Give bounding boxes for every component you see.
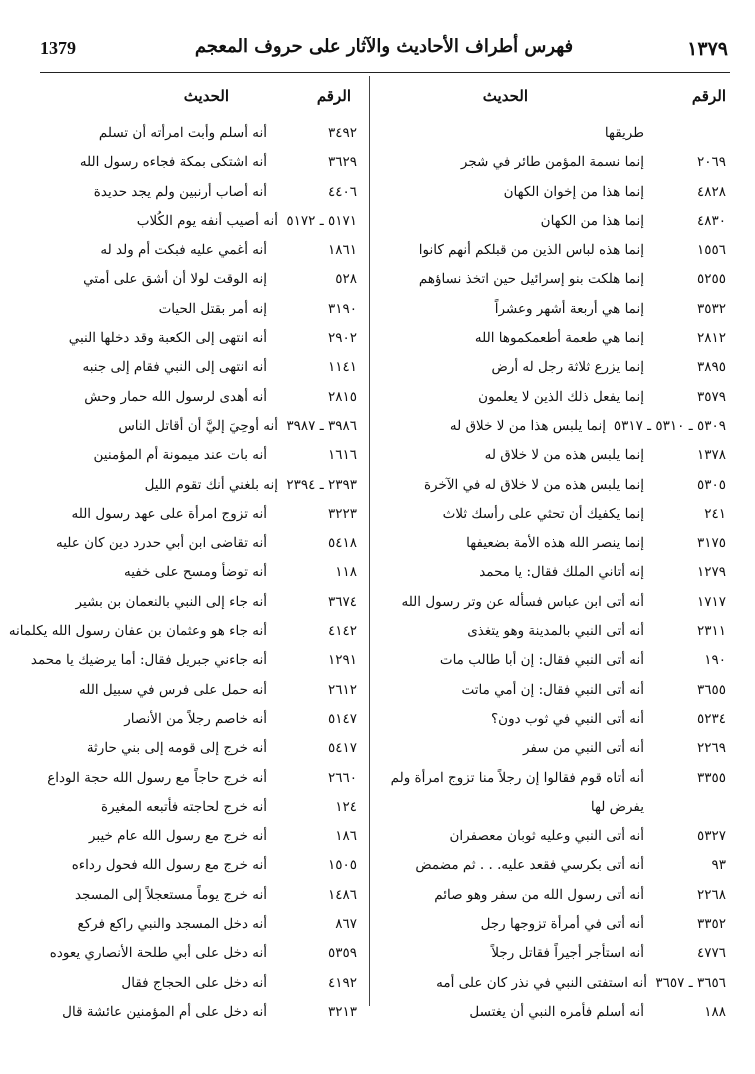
index-entry [375, 238, 728, 267]
index-entry [40, 502, 365, 531]
hadith-number: ٢٠٦٩ [696, 154, 726, 171]
hadith-text: أنه أسلم وأبت امرأته أن تسلم [98, 125, 267, 141]
index-entry [375, 209, 728, 238]
hadith-number: ٤٨٣٠ [696, 212, 726, 229]
index-entry [40, 326, 365, 355]
hadith-text: أنه أتى النبي فقال: إن أبا طالب مات [439, 652, 644, 669]
hadith-number: ٤١٩٢ [327, 974, 357, 991]
hadith-number: ١٢٧٩ [696, 564, 726, 581]
hadith-number: ٥٢٣٤ [696, 710, 726, 727]
index-entry [40, 941, 365, 970]
hadith-text: إنه أمر بقتل الحيات [158, 300, 267, 317]
hadith-number: ١٢٤ [335, 798, 357, 815]
hadith-number: ٥٢٥٥ [696, 271, 726, 288]
hadith-number: ٨٦٧ [335, 916, 357, 933]
page-number-arabic: ١٣٧٩ [687, 38, 728, 60]
index-entry [375, 414, 728, 443]
hadith-text: أنه أتى في أمرأة تزوجها رجل [480, 916, 644, 933]
hadith-text: أنه أغمي عليه فبكت أم ولد له [100, 242, 267, 259]
index-entry [375, 824, 728, 853]
index-entry [375, 473, 728, 502]
hadith-text: أنه دخل على الحجاج فقال [121, 974, 267, 991]
hadith-number: ٣٦٢٩ [327, 154, 357, 171]
hadith-text: أنه جاء هو وعثمان بن عفان رسول الله يكلمانه [8, 623, 267, 640]
hadith-text: أنه أتى بكرسي فقعد عليه. . . ثم مضمض [415, 857, 644, 874]
hadith-number: ٣٥٣٢ [696, 300, 726, 317]
hadith-text: إنما هذا من إخوان الكهان [503, 183, 644, 200]
number-heading: الرقم [316, 87, 351, 105]
hadith-number: ١٨٦١ [327, 242, 357, 259]
hadith-number: ٥٢٨ [335, 271, 357, 288]
hadith-number: ٣٢١٣ [327, 1003, 357, 1020]
hadith-text: أنه أتى رسول الله من سفر وهو صائم [434, 886, 644, 903]
index-entry [375, 707, 728, 736]
hadith-text: أنه استأجر أجيراً فقاتل رجلاً [491, 945, 644, 962]
hadith-text: أنه أسلم فأمره النبي أن يغتسل [469, 1003, 644, 1020]
index-entry [40, 766, 365, 795]
hadith-number: ١٣٧٨ [696, 447, 726, 464]
hadith-number: ٢٣١١ [696, 623, 726, 640]
hadith-text: أنه انتهى إلى النبي فقام إلى جنبه [82, 359, 267, 376]
index-entry [375, 766, 728, 795]
index-entry [375, 853, 728, 882]
index-entry [40, 297, 365, 326]
index-entry [8, 619, 365, 648]
hadith-text: أنه اشتكى بمكة فجاءه رسول الله [79, 154, 267, 171]
hadith-number: ١٥٥٦ [696, 242, 726, 259]
hadith-number: ٥٣٠٥ [696, 476, 726, 493]
hadith-text: أنه أتاه قوم فقالوا إن رجلاً منا تزوج امرأة ولم [390, 769, 644, 786]
hadith-text: أنه خاصم رجلاً من الأنصار [124, 710, 267, 727]
hadith-text: إنه الوقت لولا أن أشق على أمتي [83, 271, 267, 288]
index-entry [375, 267, 728, 296]
index-entry [375, 912, 728, 941]
index-entry [40, 1000, 365, 1029]
index-entry [375, 355, 728, 384]
index-entry [40, 180, 365, 209]
index-entry [40, 238, 365, 267]
hadith-number: ٥٣٢٧ [696, 828, 726, 845]
hadith-text: أنه أتى النبي من سفر [522, 740, 644, 757]
hadith-text: أنه بات عند ميمونة أم المؤمنين [93, 447, 267, 464]
hadith-text: أنه خرج لحاجته فأتبعه المغيرة [101, 798, 267, 815]
hadith-number: ٤١٤٢ [327, 623, 357, 640]
hadith-text: إنه أتاني الملك فقال: يا محمد [479, 564, 644, 581]
hadith-number: ١٥٠٥ [327, 857, 357, 874]
hadith-text: إنما هي طعمة أطعمكموها الله [474, 330, 644, 347]
index-rows [375, 121, 728, 1029]
hadith-text: أنه توضأ ومسح على خفيه [124, 564, 267, 581]
hadith-number: ٣٦٥٦ ـ ٣٦٥٧ [655, 974, 726, 991]
index-entry [375, 180, 728, 209]
hadith-text: إنه بلغني أنك تقوم الليل [144, 476, 278, 493]
hadith-text: أنه أهدى لرسول الله حمار وحش [84, 388, 267, 405]
index-entry [375, 385, 728, 414]
page-number-latin: 1379 [40, 38, 76, 58]
hadith-number: ٣٨٩٥ [696, 359, 726, 376]
index-entry [375, 502, 728, 531]
hadith-number: ٣٢٢٣ [327, 505, 357, 522]
hadith-number: ٤٧٧٦ [696, 945, 726, 962]
hadith-text: أنه دخل المسجد والنبي راكع فركع [77, 916, 267, 933]
hadith-number: ٢٢٦٩ [696, 740, 726, 757]
number-heading: الرقم [691, 87, 726, 105]
index-entry [40, 883, 365, 912]
index-entry [40, 531, 365, 560]
index-entry [40, 443, 365, 472]
index-entry [375, 590, 728, 619]
hadith-number: ١٩٠ [704, 652, 726, 669]
hadith-number: ٢٤١ [704, 505, 726, 522]
hadith-text: إنما هذا من الكهان [540, 212, 644, 229]
index-entry [375, 1000, 728, 1029]
hadith-text: أنه خرج مع رسول الله عام خيبر [88, 828, 267, 845]
index-entry [40, 590, 365, 619]
index-entry [40, 736, 365, 765]
index-entry [375, 297, 728, 326]
hadith-number: ٥٣٥٩ [327, 945, 357, 962]
hadith-number: ٣١٧٥ [696, 535, 726, 552]
hadith-text: أنه أتى النبي في ثوب دون؟ [491, 710, 644, 727]
hadith-text: إنما نسمة المؤمن طائر في شجر [460, 154, 644, 171]
index-entry [40, 912, 365, 941]
hadith-text: أنه خرج حاجاً مع رسول الله حجة الوداع [47, 769, 267, 786]
hadith-text: أنه أتى النبي فقال: إن أمي ماتت [461, 681, 644, 698]
hadith-heading: الحديث [183, 87, 229, 105]
index-entry [375, 443, 728, 472]
hadith-number: ٢٢٦٨ [696, 886, 726, 903]
hadith-text: أنه أصيب أنفه يوم الكُلاب [136, 212, 278, 229]
index-entry [375, 531, 728, 560]
hadith-text: أنه أتى النبي وعليه ثوبان معصفران [449, 828, 644, 845]
hadith-text: أنه أوحِيَ إليَّ أن أقاتل الناس [118, 417, 278, 434]
column-header [40, 87, 365, 109]
index-entry [40, 707, 365, 736]
hadith-number: ٣٦٥٥ [696, 681, 726, 698]
hadith-text: أنه خرج يوماً مستعجلاً إلى المسجد [74, 886, 267, 903]
index-entry [40, 121, 365, 150]
hadith-number: ٢٦٦٠ [327, 769, 357, 786]
hadith-number: ٢٩٠٢ [327, 330, 357, 347]
index-entry [375, 150, 728, 179]
hadith-number: ١١٨ [335, 564, 357, 581]
hadith-number: ٢٦١٢ [327, 681, 357, 698]
hadith-text: أنه أصاب أرنبين ولم يجد حديدة [93, 183, 267, 200]
hadith-text: أنه دخل على أم المؤمنين عائشة قال [62, 1003, 267, 1020]
hadith-number: ١٦١٦ [327, 447, 357, 464]
hadith-text: طريقها [604, 125, 644, 141]
hadith-number: ١١٤١ [327, 359, 357, 376]
index-entry [40, 678, 365, 707]
hadith-text: إنما يلبس هذه من لا خلاق له [484, 447, 644, 464]
index-entry [375, 678, 728, 707]
hadith-text: إنما ينصر الله هذه الأمة بضعيفها [466, 535, 644, 552]
hadith-text: أنه حمل على فرس في سبيل الله [79, 681, 267, 698]
index-entry [375, 326, 728, 355]
hadith-text: إنما يزرع ثلاثة رجل له أرض [491, 359, 644, 376]
hadith-number: ٥٣٠٩ ـ ٥٣١٠ ـ ٥٣١٧ [613, 417, 726, 434]
hadith-text: إنما هي أربعة أشهر وعشراً [494, 300, 644, 317]
index-entry [40, 795, 365, 824]
index-entry [375, 971, 728, 1000]
page-header [40, 30, 728, 70]
index-entry [40, 414, 365, 443]
index-entry [40, 209, 365, 238]
index-entry [30, 648, 365, 677]
index-entry [375, 795, 728, 824]
hadith-text: إنما هذه لباس الذين من قبلكم أنهم كانوا [418, 242, 644, 259]
index-entry [40, 971, 365, 1000]
index-column-right [375, 87, 728, 1029]
hadith-text: أنه انتهى إلى الكعبة وقد دخلها النبي [68, 330, 267, 347]
index-column-left [8, 87, 365, 1029]
hadith-number: ٢٨١٢ [696, 330, 726, 347]
column-header [375, 87, 728, 109]
hadith-text: أنه استفتى النبي في نذر كان على أمه [436, 974, 647, 991]
index-entry [40, 267, 365, 296]
hadith-number: ٥٤١٨ [327, 535, 357, 552]
hadith-number: ٣٣٥٢ [696, 916, 726, 933]
hadith-number: ٣١٩٠ [327, 300, 357, 317]
hadith-text: أنه تقاضى ابن أبي حدرد دين كان عليه [55, 535, 267, 552]
hadith-text: أنه خرج مع رسول الله فحول رداءه [71, 857, 267, 874]
hadith-text: أنه تزوج امرأة على عهد رسول الله [71, 505, 267, 522]
hadith-number: ٣٤٩٢ [327, 125, 357, 141]
hadith-text: إنما يفعل ذلك الذين لا يعلمون [478, 388, 644, 405]
hadith-heading: الحديث [482, 87, 528, 105]
index-entry [40, 560, 365, 589]
hadith-text: أنه خرج إلى قومه إلى بني حارثة [86, 740, 267, 757]
hadith-text: أنه أتى ابن عباس فسأله عن وتر رسول الله [401, 593, 644, 610]
hadith-text: أنه جاءني جبريل فقال: أما يرضيك يا محمد [30, 652, 267, 669]
hadith-number: ٣٩٨٦ ـ ٣٩٨٧ [286, 417, 357, 434]
column-divider [369, 76, 370, 1006]
hadith-number: ٣٥٧٩ [696, 388, 726, 405]
hadith-number: ٩٣ [711, 857, 726, 874]
index-rows [8, 121, 365, 1029]
hadith-number: ١٧١٧ [696, 593, 726, 610]
page-title: فهرس أطراف الأحاديث والآثار على حروف المعجم [194, 36, 574, 57]
index-entry [375, 560, 728, 589]
hadith-number: ١٤٨٦ [327, 886, 357, 903]
index-entry [40, 355, 365, 384]
index-entry [40, 385, 365, 414]
hadith-number: ٢٣٩٣ ـ ٢٣٩٤ [286, 476, 357, 493]
hadith-text: إنما يلبس هذا من لا خلاق له [449, 417, 606, 434]
hadith-text: إنما هلكت بنو إسرائيل حين اتخذ نساؤهم [418, 271, 644, 288]
hadith-number: ١٨٦ [335, 828, 357, 845]
index-entry [375, 121, 728, 150]
header-rule [40, 72, 730, 73]
hadith-number: ٥١٧١ ـ ٥١٧٢ [286, 212, 357, 229]
hadith-number: ٢٨١٥ [327, 388, 357, 405]
hadith-text: إنما يلبس هذه من لا خلاق له في الآخرة [423, 476, 644, 493]
index-entry [375, 619, 728, 648]
index-entry [375, 648, 728, 677]
hadith-text: أنه أتى النبي بالمدينة وهو يتغذى [467, 623, 644, 640]
index-entry [40, 473, 365, 502]
index-entry [40, 853, 365, 882]
index-entry [40, 824, 365, 853]
hadith-text: أنه جاء إلى النبي بالنعمان بن بشير [75, 593, 267, 610]
hadith-text: أنه دخل على أبي طلحة الأنصاري يعوده [49, 945, 267, 962]
index-entry [375, 736, 728, 765]
hadith-number: ١٢٩١ [327, 652, 357, 669]
hadith-number: ٥١٤٧ [327, 710, 357, 727]
index-entry [375, 941, 728, 970]
index-entry [40, 150, 365, 179]
hadith-number: ٤٨٢٨ [696, 183, 726, 200]
hadith-text: يفرض لها [590, 798, 644, 815]
hadith-number: ٤٤٠٦ [327, 183, 357, 200]
hadith-number: ٣٣٥٥ [696, 769, 726, 786]
hadith-number: ٥٤١٧ [327, 740, 357, 757]
hadith-number: ١٨٨ [704, 1003, 726, 1020]
hadith-number: ٣٦٧٤ [327, 593, 357, 610]
hadith-text: إنما يكفيك أن تحثي على رأسك ثلاث [442, 505, 644, 522]
index-entry [375, 883, 728, 912]
